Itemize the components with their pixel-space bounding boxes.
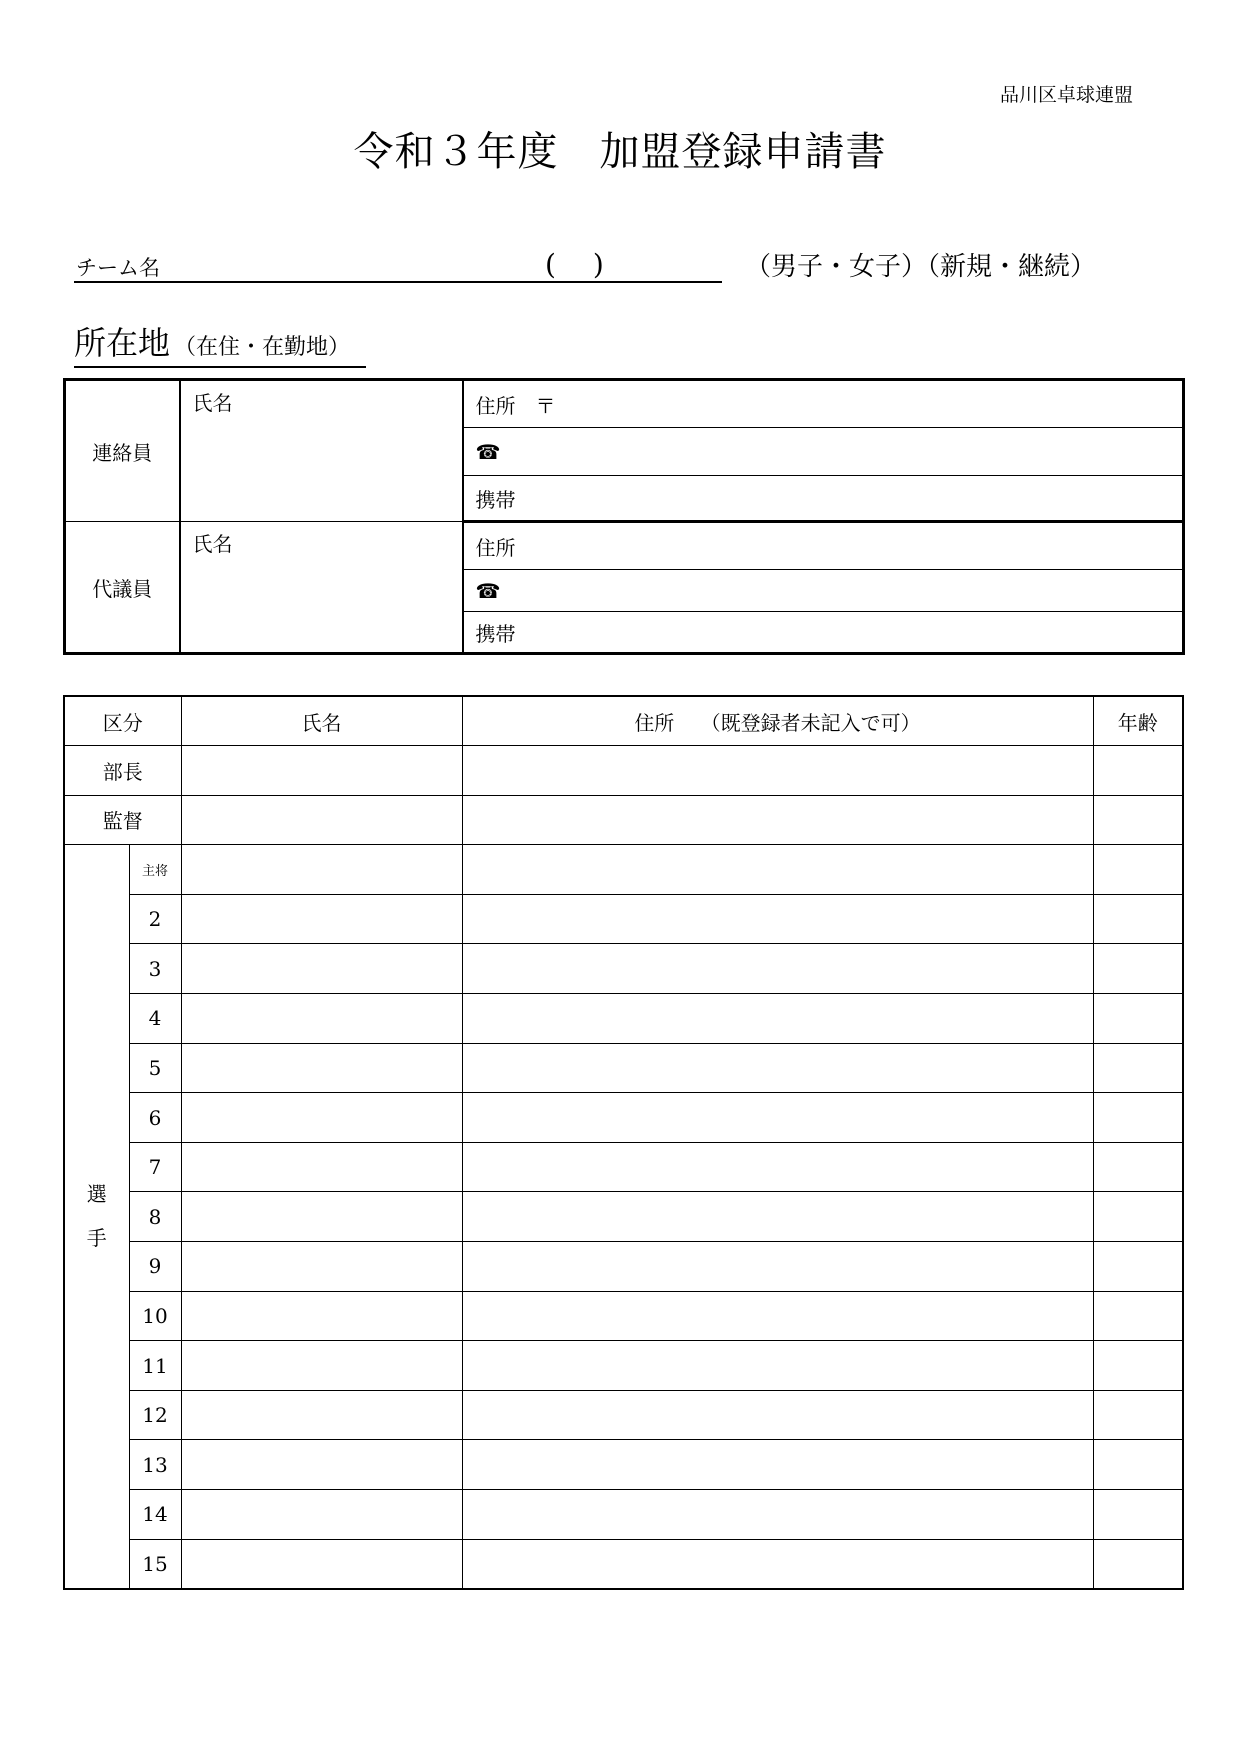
players-label	[64, 845, 129, 1589]
address-input-cell[interactable]	[462, 1043, 1093, 1093]
location-label: 所在地	[74, 324, 171, 362]
player-number: 3	[129, 944, 181, 994]
player-number: 14	[129, 1490, 181, 1540]
location-heading	[74, 318, 366, 368]
age-input-cell[interactable]	[1093, 1440, 1183, 1490]
table-row	[64, 1291, 1183, 1341]
name-input-cell[interactable]	[181, 894, 462, 944]
age-input-cell[interactable]	[1093, 1043, 1183, 1093]
team-category-options: （男子・女子）（新規・継続）	[745, 252, 1097, 282]
players-label-char-1: 選	[86, 1182, 107, 1207]
delegate-mobile-cell[interactable]	[463, 612, 1184, 654]
name-input-cell[interactable]	[181, 1490, 462, 1540]
liaison-mobile-cell[interactable]	[463, 476, 1184, 522]
liaison-address-cell[interactable]	[463, 380, 1184, 428]
contact-role-liaison: 連絡員	[65, 380, 180, 522]
age-input-cell[interactable]	[1093, 1192, 1183, 1242]
age-input-cell[interactable]	[1093, 1242, 1183, 1292]
header-address: 住所 （既登録者未記入で可）	[462, 696, 1093, 746]
liaison-name-cell[interactable]	[180, 380, 463, 522]
location-sublabel: （在住・在勤地）	[174, 335, 351, 360]
player-number: 15	[129, 1539, 181, 1589]
age-input-cell[interactable]	[1093, 1093, 1183, 1143]
contact-role-delegate: 代議員	[65, 522, 180, 654]
delegate-mobile-label: 携帯	[475, 621, 516, 646]
player-number: 6	[129, 1093, 181, 1143]
name-input-cell[interactable]	[181, 994, 462, 1044]
name-input-cell[interactable]	[181, 944, 462, 994]
player-number: 10	[129, 1291, 181, 1341]
player-number: 2	[129, 894, 181, 944]
table-row	[64, 944, 1183, 994]
age-input-cell[interactable]	[1093, 746, 1183, 796]
team-name-paren: ( )	[545, 248, 604, 281]
table-row	[64, 994, 1183, 1044]
name-input-cell[interactable]	[181, 1043, 462, 1093]
address-input-cell[interactable]	[462, 1142, 1093, 1192]
address-input-cell[interactable]	[462, 1490, 1093, 1540]
age-input-cell[interactable]	[1093, 795, 1183, 845]
phone-icon: ☎	[475, 439, 501, 464]
name-input-cell[interactable]	[181, 845, 462, 895]
address-input-cell[interactable]	[462, 894, 1093, 944]
name-input-cell[interactable]	[181, 1440, 462, 1490]
address-input-cell[interactable]	[462, 1539, 1093, 1589]
address-input-cell[interactable]	[462, 1093, 1093, 1143]
address-input-cell[interactable]	[462, 1341, 1093, 1391]
delegate-address-cell[interactable]	[463, 522, 1184, 570]
player-number: 主将	[129, 845, 181, 895]
staff-coach-label: 監督	[64, 795, 181, 845]
table-row	[64, 1440, 1183, 1490]
player-number: 7	[129, 1142, 181, 1192]
address-input-cell[interactable]	[462, 1440, 1093, 1490]
name-input-cell[interactable]	[181, 1093, 462, 1143]
table-row	[64, 1142, 1183, 1192]
player-number: 8	[129, 1192, 181, 1242]
age-input-cell[interactable]	[1093, 994, 1183, 1044]
player-number: 11	[129, 1341, 181, 1391]
team-name-field[interactable]	[74, 281, 722, 283]
table-row	[64, 1341, 1183, 1391]
liaison-mobile-label: 携帯	[475, 487, 516, 512]
liaison-phone-cell[interactable]	[463, 428, 1184, 476]
address-input-cell[interactable]	[462, 845, 1093, 895]
address-input-cell[interactable]	[462, 994, 1093, 1044]
organization-name: 品川区卓球連盟	[1000, 84, 1134, 106]
name-input-cell[interactable]	[181, 1539, 462, 1589]
address-input-cell[interactable]	[462, 795, 1093, 845]
table-row	[64, 845, 1183, 895]
age-input-cell[interactable]	[1093, 845, 1183, 895]
table-row	[64, 1043, 1183, 1093]
age-input-cell[interactable]	[1093, 1291, 1183, 1341]
table-row	[64, 894, 1183, 944]
delegate-address-label: 住所	[475, 535, 516, 560]
table-row	[64, 1539, 1183, 1589]
roster-table	[63, 695, 1184, 1590]
name-input-cell[interactable]	[181, 746, 462, 796]
address-input-cell[interactable]	[462, 944, 1093, 994]
table-row	[64, 1192, 1183, 1242]
age-input-cell[interactable]	[1093, 1142, 1183, 1192]
name-input-cell[interactable]	[181, 1142, 462, 1192]
name-input-cell[interactable]	[181, 1192, 462, 1242]
age-input-cell[interactable]	[1093, 1341, 1183, 1391]
table-row	[64, 1242, 1183, 1292]
age-input-cell[interactable]	[1093, 1390, 1183, 1440]
name-input-cell[interactable]	[181, 1341, 462, 1391]
phone-icon: ☎	[475, 578, 501, 603]
form-title: 令和３年度 加盟登録申請書	[353, 129, 887, 175]
name-input-cell[interactable]	[181, 1390, 462, 1440]
header-name: 氏名	[181, 696, 462, 746]
player-number: 13	[129, 1440, 181, 1490]
name-input-cell[interactable]	[181, 1242, 462, 1292]
address-input-cell[interactable]	[462, 746, 1093, 796]
delegate-phone-cell[interactable]	[463, 570, 1184, 612]
age-input-cell[interactable]	[1093, 1490, 1183, 1540]
table-row	[64, 1490, 1183, 1540]
address-input-cell[interactable]	[462, 1390, 1093, 1440]
address-input-cell[interactable]	[462, 1242, 1093, 1292]
players-label-char-2: 手	[86, 1226, 107, 1251]
header-age: 年齢	[1093, 696, 1183, 746]
table-row	[64, 1093, 1183, 1143]
address-input-cell[interactable]	[462, 1291, 1093, 1341]
name-input-cell[interactable]	[181, 1291, 462, 1341]
age-input-cell[interactable]	[1093, 944, 1183, 994]
player-number: 4	[129, 994, 181, 1044]
table-row	[64, 1390, 1183, 1440]
liaison-address-label: 住所 〒	[475, 393, 556, 418]
table-row	[64, 746, 1183, 796]
age-input-cell[interactable]	[1093, 1539, 1183, 1589]
address-input-cell[interactable]	[462, 1192, 1093, 1242]
table-row	[64, 795, 1183, 845]
header-category: 区分	[64, 696, 181, 746]
team-name-label: チーム名	[76, 256, 160, 280]
player-number: 12	[129, 1390, 181, 1440]
player-number: 9	[129, 1242, 181, 1292]
name-input-cell[interactable]	[181, 795, 462, 845]
delegate-name-cell[interactable]	[180, 522, 463, 654]
delegate-name-label: 氏名	[192, 532, 233, 556]
contact-table	[63, 378, 1185, 655]
player-number: 5	[129, 1043, 181, 1093]
staff-manager-label: 部長	[64, 746, 181, 796]
liaison-name-label: 氏名	[192, 391, 233, 415]
age-input-cell[interactable]	[1093, 894, 1183, 944]
